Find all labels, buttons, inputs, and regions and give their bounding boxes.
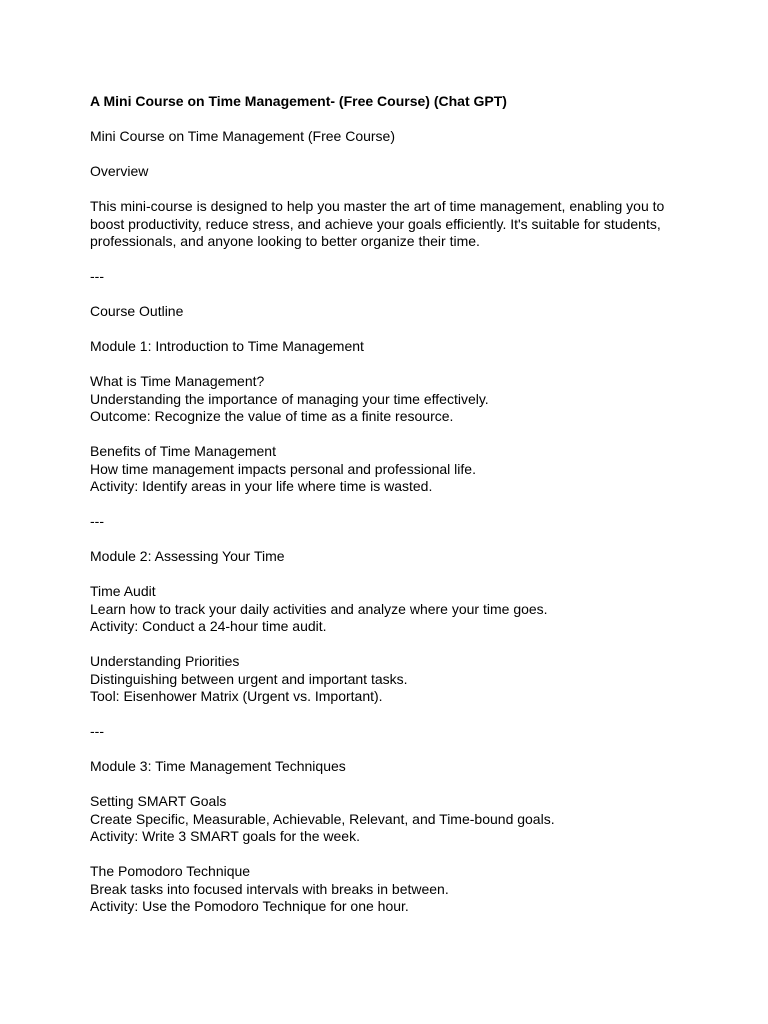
module-2-section-2 <box>90 653 690 706</box>
module-1-heading: Module 1: Introduction to Time Management <box>90 338 364 354</box>
section-line: Tool: Eisenhower Matrix (Urgent vs. Important). <box>90 688 383 704</box>
section-line: Break tasks into focused intervals with breaks in between. <box>90 880 449 897</box>
section-title: What is Time Management? <box>90 373 265 389</box>
section-line: Learn how to track your daily activities and analyze where your time goes. <box>90 600 548 617</box>
section-line: Create Specific, Measurable, Achievable, Relevant, and Time-bound goals. <box>90 810 555 827</box>
overview-text: This mini-course is designed to help you master the art of time management, enabling you to boost productivity, reduce stress, and achieve your goals efficiently. It's suitable for students, professionals, and anyone looking to better organize their time. <box>90 198 665 249</box>
separator: --- <box>90 513 104 529</box>
section-title: Understanding Priorities <box>90 653 240 669</box>
document-title: A Mini Course on Time Management- (Free Course) (Chat GPT) <box>90 93 507 109</box>
section-line: Activity: Identify areas in your life where time is wasted. <box>90 478 433 494</box>
overview-heading: Overview <box>90 163 149 179</box>
course-outline-heading: Course Outline <box>90 303 184 319</box>
module-2-section-1 <box>90 583 690 636</box>
module-3-section-2 <box>90 863 690 916</box>
module-3-section-1 <box>90 793 690 846</box>
module-3-heading: Module 3: Time Management Techniques <box>90 758 346 774</box>
module-1-section-2 <box>90 443 690 496</box>
section-line: Activity: Use the Pomodoro Technique for one hour. <box>90 898 409 914</box>
section-title: The Pomodoro Technique <box>90 863 251 879</box>
section-line: Understanding the importance of managing your time effectively. <box>90 390 489 407</box>
section-line: How time management impacts personal and professional life. <box>90 460 476 477</box>
module-2-heading: Module 2: Assessing Your Time <box>90 548 285 564</box>
document-page <box>90 93 690 933</box>
module-1-section-1 <box>90 373 690 426</box>
section-title: Benefits of Time Management <box>90 443 276 459</box>
section-line: Distinguishing between urgent and important tasks. <box>90 670 408 687</box>
separator: --- <box>90 723 104 739</box>
section-line: Activity: Write 3 SMART goals for the week. <box>90 828 360 844</box>
separator: --- <box>90 268 104 284</box>
section-line: Outcome: Recognize the value of time as a finite resource. <box>90 408 454 424</box>
document-subtitle: Mini Course on Time Management (Free Course) <box>90 128 396 144</box>
section-title: Setting SMART Goals <box>90 793 227 809</box>
section-title: Time Audit <box>90 583 156 599</box>
section-line: Activity: Conduct a 24-hour time audit. <box>90 618 327 634</box>
